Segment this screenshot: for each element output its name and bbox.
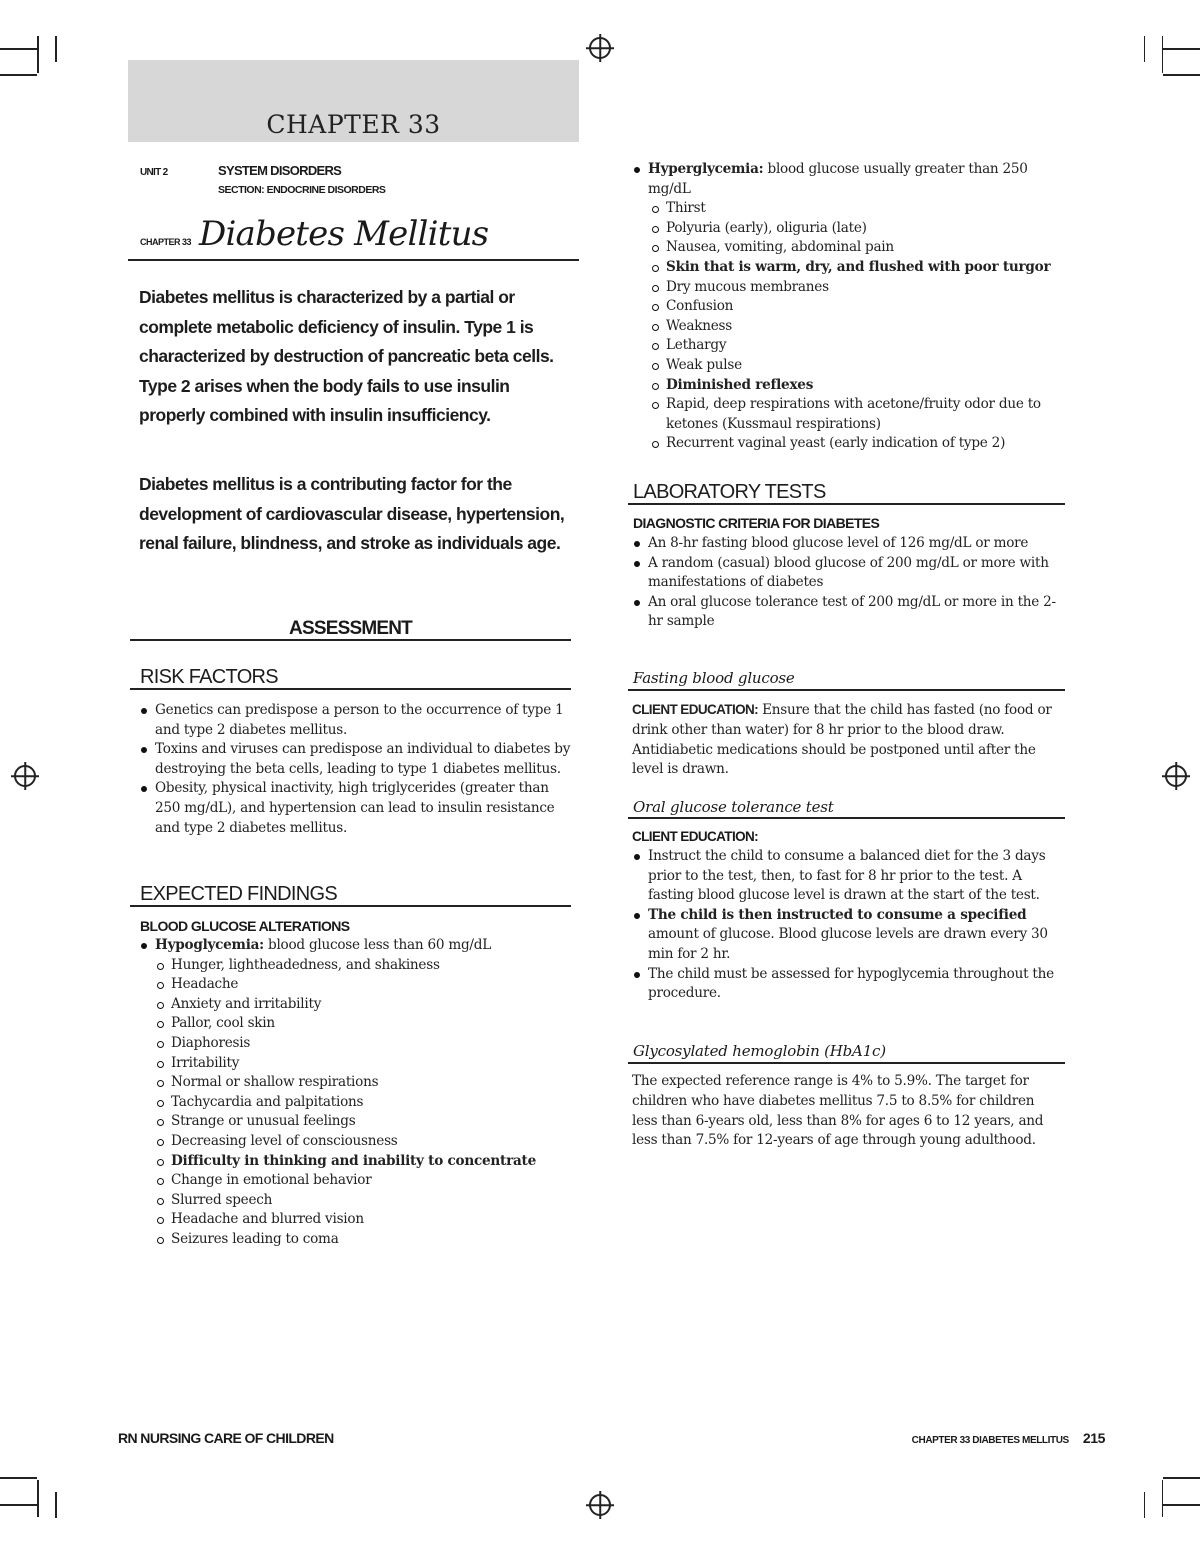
list-item: Difficulty in thinking and inability to concentrate [139,1152,571,1172]
list-item: Headache and blurred vision [139,1210,571,1230]
list-item: An 8-hr fasting blood glucose level of 126 mg/dL or more [632,534,1057,554]
intro-paragraph-2: Diabetes mellitus is a contributing factor for the development of cardiovascular disease, hypertension, renal failure, blindness, and stroke as individuals age. [139,474,565,553]
footer-chapter [912,1430,1105,1446]
ogtt-education-lead: CLIENT EDUCATION: [632,829,759,844]
fasting-blood-glucose-heading: Fasting blood glucose [633,669,795,687]
ogtt-rule [628,817,1065,819]
assessment-rule [130,639,571,641]
footer-book-title: RN NURSING CARE OF CHILDREN [118,1430,334,1446]
crop-mark [0,48,37,50]
list-item: Polyuria (early), oliguria (late) [632,219,1057,239]
hyperglycemia-desc: blood glucose usually greater than 250 mg/dL [648,161,1028,197]
hba1c-rule [628,1062,1065,1064]
crop-mark [0,74,37,76]
laboratory-tests-heading: LABORATORY TESTS [633,481,826,503]
list-item [632,160,1057,199]
list-item [632,906,1062,965]
chapter-label: CHAPTER 33 [140,237,192,247]
list-item: Obesity, physical inactivity, high triglycerides (greater than 250 mg/dL), and hypertension can lead to insulin resistance and type 2 diabetes mellitus. [139,779,571,838]
list-item: Instruct the child to consume a balanced diet for the 3 days prior to the test, then, to fast for 8 hr prior to the test. A fasting blood glucose level is drawn at the start of the test. [632,847,1062,906]
registration-mark-icon [589,1494,611,1516]
registration-mark-icon [14,765,36,787]
assessment-heading: ASSESSMENT [289,618,412,639]
crop-mark [1162,1480,1164,1517]
hyperglycemia-list [632,160,1057,454]
list-item: Lethargy [632,336,1057,356]
list-item: The child must be assessed for hypoglycemia throughout the procedure. [632,965,1062,1004]
list-item: Decreasing level of consciousness [139,1132,571,1152]
list-item: A random (casual) blood glucose of 200 mg/dL or more with manifestations of diabetes [632,554,1057,593]
list-item: Skin that is warm, dry, and flushed with poor turgor [632,258,1057,278]
expected-findings-heading: EXPECTED FINDINGS [140,883,338,905]
list-item: Anxiety and irritability [139,995,571,1015]
oral-glucose-tolerance-heading: Oral glucose tolerance test [633,798,834,816]
list-item: Hunger, lightheadedness, and shakiness [139,956,571,976]
ogtt-item-bold: The child is then instructed to consume a specified [648,906,1027,923]
diagnostic-criteria-heading: DIAGNOSTIC CRITERIA FOR DIABETES [633,515,880,531]
list-item: Irritability [139,1054,571,1074]
list-item: Headache [139,975,571,995]
hba1c-heading: Glycosylated hemoglobin (HbA1c) [633,1042,886,1060]
ogtt-item-rest: amount of glucose. Blood glucose levels are drawn every 30 min for 2 hr. [648,926,1048,962]
diagnostic-criteria-list [632,534,1057,632]
hypoglycemia-term: Hypoglycemia: [155,937,264,953]
unit-label: UNIT 2 [140,167,168,178]
fasting-education-lead: CLIENT EDUCATION: [632,702,759,717]
page-number: 215 [1082,1430,1105,1446]
fasting-education-text: Ensure that the child has fasted (no food or drink other than water) for 8 hr prior to the blood draw. Antidiabetic medications should be postponed until after the level is drawn. [632,702,1052,778]
crop-mark [1144,36,1146,62]
chapter-heading [140,214,488,254]
hba1c-text: The expected reference range is 4% to 5.9%. The target for children who have diabetes mellitus 7.5 to 8.5% for children less than 6-years old, less than 8% for ages 6 to 12 years, and less than 7.5% for 12-years of age through young adulthood. [632,1073,1044,1149]
list-item: Normal or shallow respirations [139,1073,571,1093]
list-item: Toxins and viruses can predispose an individual to diabetes by destroying the beta cells, leading to type 1 diabetes mellitus. [139,740,571,779]
crop-mark [1163,1504,1200,1506]
risk-factors-list [139,701,571,838]
crop-mark [0,1477,37,1479]
list-item: Thirst [632,199,1057,219]
fasting-rule [628,689,1065,691]
list-item [139,936,571,956]
list-item: Genetics can predispose a person to the occurrence of type 1 and type 2 diabetes mellitus. [139,701,571,740]
laboratory-tests-rule [628,503,1065,505]
crop-mark [1163,74,1200,76]
section-label: SECTION: ENDOCRINE DISORDERS [218,184,386,196]
list-item: Change in emotional behavior [139,1171,571,1191]
list-item: Confusion [632,297,1057,317]
blood-glucose-alterations-heading: BLOOD GLUCOSE ALTERATIONS [140,918,350,934]
ogtt-list [632,847,1062,1004]
list-item: Slurred speech [139,1191,571,1211]
registration-mark-icon [1165,765,1187,787]
list-item: Rapid, deep respirations with acetone/fruity odor due to ketones (Kussmaul respirations) [632,395,1057,434]
crop-mark [55,1492,57,1518]
list-item: Diaphoresis [139,1034,571,1054]
list-item: Weakness [632,317,1057,337]
crop-mark [37,1480,39,1517]
list-item: An oral glucose tolerance test of 200 mg/dL or more in the 2-hr sample [632,593,1057,632]
unit-line [140,163,341,178]
crop-mark [37,36,39,73]
list-item: Pallor, cool skin [139,1014,571,1034]
footer-chapter-title: CHAPTER 33 DIABETES MELLITUS [911,1435,1069,1446]
list-item: Recurrent vaginal yeast (early indication of type 2) [632,434,1057,454]
band-title: CHAPTER 33 [266,110,441,139]
hyperglycemia-term: Hyperglycemia: [648,161,764,177]
hypoglycemia-desc: blood glucose less than 60 mg/dL [263,937,491,953]
unit-title: SYSTEM DISORDERS [218,163,342,178]
expected-findings-rule [130,905,571,907]
hypoglycemia-list [139,936,571,1250]
risk-factors-rule [130,688,571,690]
crop-mark [1144,1492,1146,1518]
intro-paragraph-1: Diabetes mellitus is characterized by a partial or complete metabolic deficiency of insulin. Type 1 is characterized by destruction of pancreatic beta cells. Type 2 arises when the body fails to use insulin properly combined with insulin insufficiency. [139,287,554,425]
list-item: Seizures leading to coma [139,1230,571,1250]
crop-mark [1163,1477,1200,1479]
list-item: Diminished reflexes [632,376,1057,396]
list-item: Tachycardia and palpitations [139,1093,571,1113]
risk-factors-heading: RISK FACTORS [140,666,278,688]
list-item: Weak pulse [632,356,1057,376]
crop-mark [1163,48,1200,50]
list-item: Strange or unusual feelings [139,1112,571,1132]
crop-mark [1162,36,1164,73]
chapter-title: Diabetes Mellitus [199,214,489,254]
title-rule [128,259,579,261]
crop-mark [0,1504,37,1506]
registration-mark-icon [589,37,611,59]
fasting-education [632,700,1060,780]
list-item: Nausea, vomiting, abdominal pain [632,238,1057,258]
crop-mark [55,36,57,62]
list-item: Dry mucous membranes [632,278,1057,298]
